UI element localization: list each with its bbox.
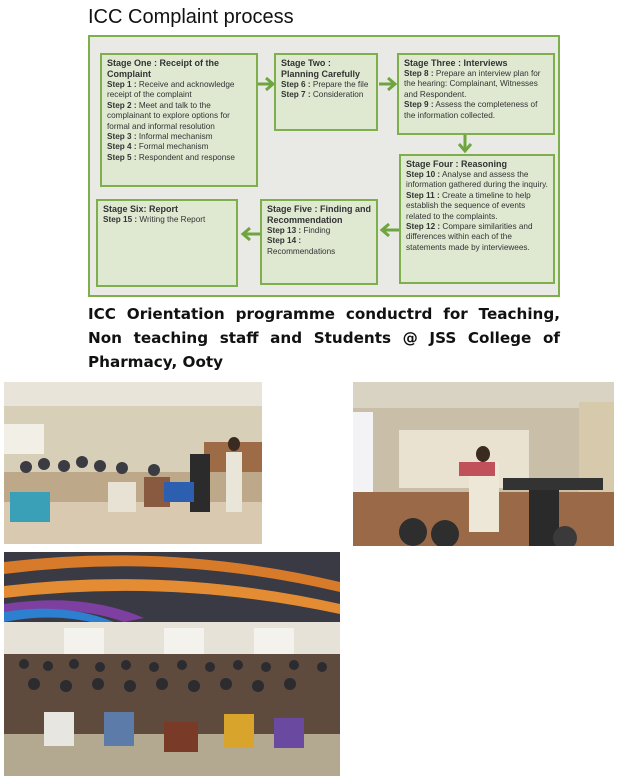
step-13 <box>267 226 371 236</box>
step-4 <box>107 142 251 152</box>
arrow-left-icon <box>379 223 399 237</box>
step-text: Finding <box>303 226 331 235</box>
step-label: Step 2 : <box>107 100 137 110</box>
stage-two-heading: Stage Two : Planning Carefully <box>281 58 361 79</box>
step-10 <box>406 170 548 191</box>
step-14 <box>267 236 371 257</box>
step-label: Step 12 : <box>406 222 441 232</box>
stage-three-heading: Stage Three : Interviews <box>404 58 508 68</box>
stage-four-heading: Stage Four : Reasoning <box>406 159 508 169</box>
step-label: Step 5 : <box>107 152 137 162</box>
stage-one-box <box>100 53 258 187</box>
step-text: Respondent and response <box>138 152 235 162</box>
page-title: ICC Complaint process <box>88 6 294 28</box>
step-label: Step 14 : <box>267 236 302 246</box>
step-text: Meet and talk to the complainant to explore options for formal and informal resolution <box>107 100 230 131</box>
step-text: Recommendations <box>267 246 336 256</box>
stage-six-box <box>96 199 238 287</box>
step-label: Step 9 : <box>404 100 434 110</box>
step-text: Create a timeline to help establish the sequence of events related to the complaints. <box>406 190 531 221</box>
step-3 <box>107 132 251 142</box>
step-label: Step 7 : <box>281 90 311 100</box>
step-label: Step 15 : <box>103 215 138 224</box>
orientation-photo-1 <box>4 382 262 544</box>
step-6 <box>281 80 371 90</box>
step-text: Prepare an interview plan for the hearing: Complainant, Witnesses and Respondent. <box>404 69 541 99</box>
orientation-heading: ICC Orientation programme conductrd for Teaching, Non teaching staff and Students @ JSS College of Pharmacy, Ooty <box>88 305 560 371</box>
step-label: Step 10 : <box>406 170 441 179</box>
step-8 <box>404 69 548 100</box>
stage-four-box <box>399 154 555 284</box>
arrow-right-icon <box>379 77 398 91</box>
arrow-down-icon <box>458 135 472 154</box>
step-5 <box>107 153 251 163</box>
step-label: Step 3 : <box>107 132 137 142</box>
step-text: Compare similarities and differences within each of the statements made by interviewees. <box>406 222 533 252</box>
arrow-left-icon <box>240 227 260 241</box>
step-label: Step 11 : <box>406 190 440 200</box>
step-text: Receive and acknowledge receipt of the complaint <box>107 80 235 100</box>
stage-two-box <box>274 53 378 131</box>
step-text: Formal mechanism <box>138 142 209 152</box>
step-9 <box>404 100 548 121</box>
orientation-photo-2 <box>353 382 614 546</box>
step-text: Prepare the file <box>312 80 369 89</box>
step-12 <box>406 222 548 253</box>
step-label: Step 13 : <box>267 226 302 235</box>
step-1 <box>107 80 251 101</box>
arrow-right-icon <box>258 77 276 91</box>
step-label: Step 6 : <box>281 80 311 89</box>
stage-five-heading: Stage Five : Finding and Recommendation <box>267 204 372 225</box>
step-label: Step 4 : <box>107 142 137 152</box>
stage-six-heading: Stage Six: Report <box>103 204 179 214</box>
orientation-photo-3 <box>4 552 340 776</box>
step-text: Writing the Report <box>139 215 206 224</box>
step-text: Consideration <box>312 90 364 100</box>
step-text: Assess the completeness of the information collected. <box>404 100 538 120</box>
step-7 <box>281 90 371 100</box>
stage-one-heading: Stage One : Receipt of the Complaint <box>107 58 220 79</box>
step-text: Analyse and assess the information gathered during the inquiry. <box>406 170 548 190</box>
complaint-process-diagram <box>88 35 560 297</box>
step-label: Step 8 : <box>404 69 434 78</box>
step-11 <box>406 191 548 222</box>
stage-three-box <box>397 53 555 135</box>
step-2 <box>107 101 251 132</box>
step-15 <box>103 215 231 225</box>
step-text: Informal mechanism <box>138 132 213 142</box>
step-label: Step 1 : <box>107 80 137 89</box>
stage-five-box <box>260 199 378 285</box>
